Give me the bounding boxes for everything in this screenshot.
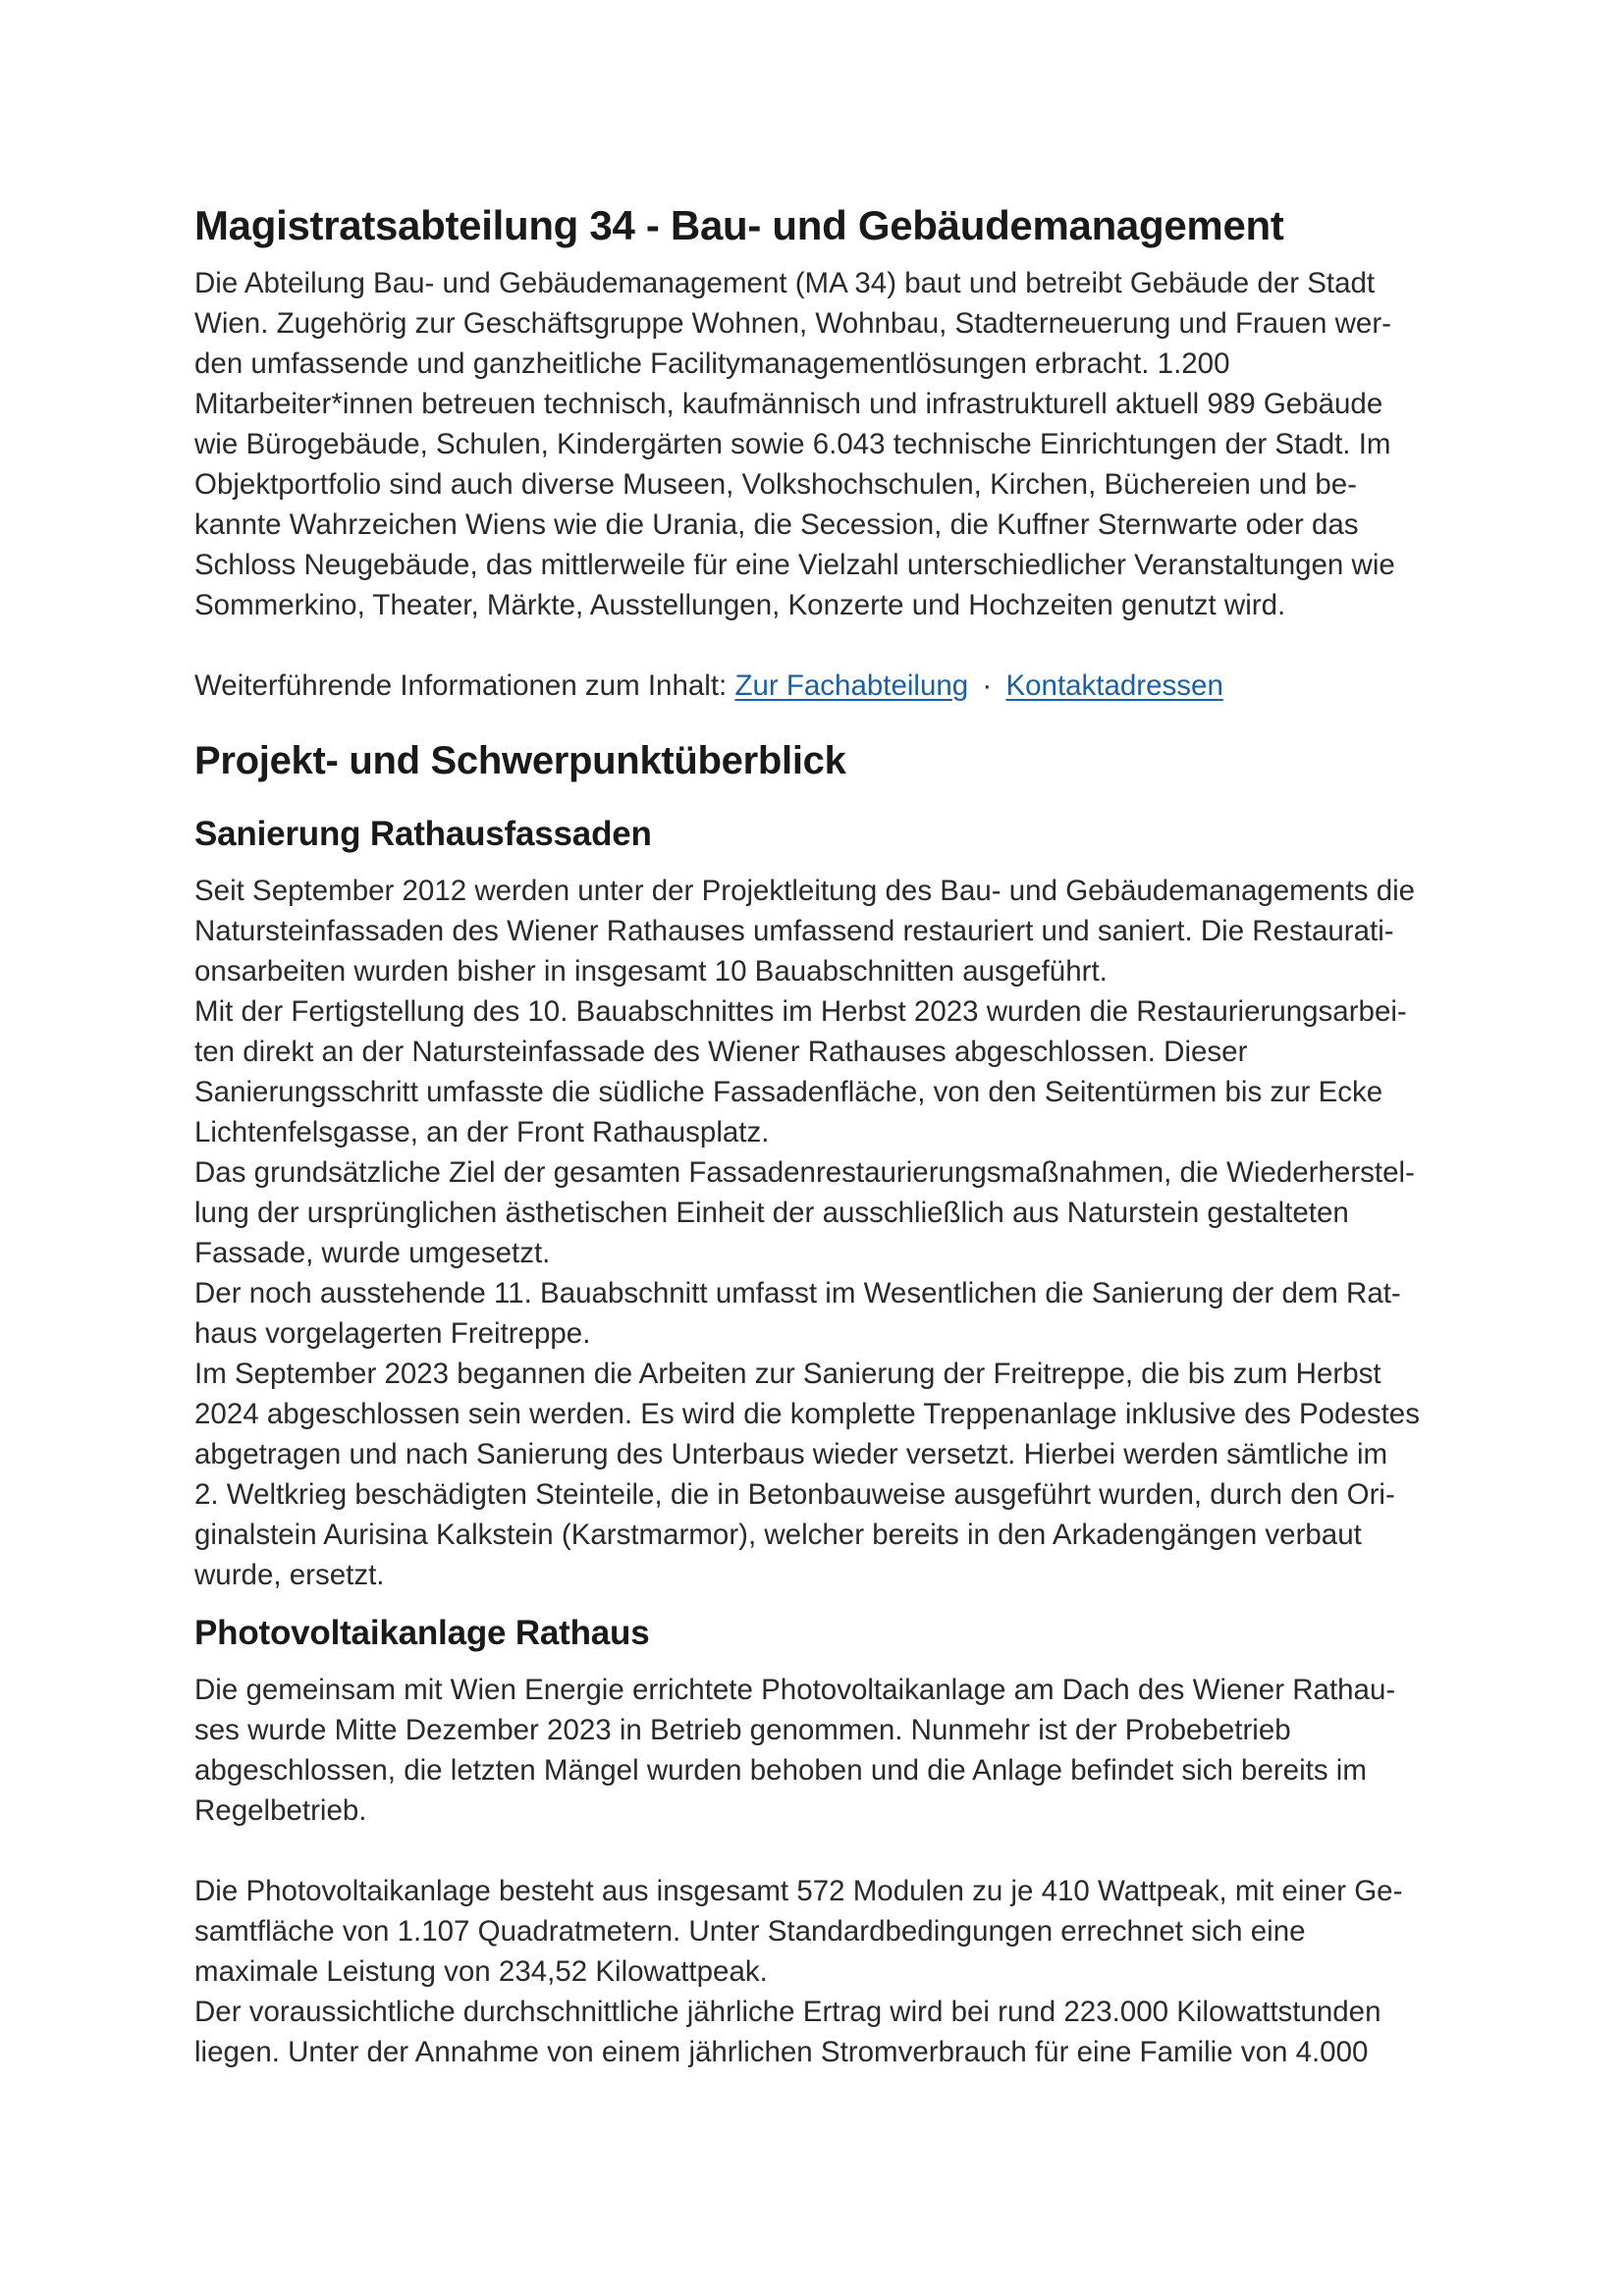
text-line: lung der ursprünglichen ästhetischen Einheit der ausschließlich aus Naturstein gestalteten [194, 1197, 1349, 1229]
text-line: ses wurde Mitte Dezember 2023 in Betrieb genommen. Nunmehr ist der Probebetrieb [194, 1714, 1291, 1746]
text-line: liegen. Unter der Annahme von einem jährlichen Stromverbrauch für eine Familie von 4.000 [194, 2036, 1369, 2068]
text-line: Objektportfolio sind auch diverse Museen, Volkshochschulen, Kirchen, Büchereien und be- [194, 468, 1357, 501]
text-line: samtfläche von 1.107 Quadratmetern. Unter Standardbedingungen errechnet sich eine [194, 1915, 1306, 1948]
more-info-line [194, 666, 1443, 706]
text-line: Der noch ausstehende 11. Bauabschnitt umfasst im Wesentlichen die Sanierung der dem Rat- [194, 1277, 1401, 1309]
page-title: Magistratsabteilung 34 - Bau- und Gebäudemanagement [194, 202, 1284, 248]
pv-paragraph-2 [194, 1871, 1443, 2072]
text-line: maximale Leistung von 234,52 Kilowattpeak. [194, 1955, 768, 1988]
text-line: Regelbetrieb. [194, 1794, 367, 1827]
text-line: Mit der Fertigstellung des 10. Bauabschnittes im Herbst 2023 wurden die Restaurierungsarbei- [194, 995, 1407, 1028]
text-line: 2024 abgeschlossen sein werden. Es wird die komplette Treppenanlage inklusive des Podestes [194, 1398, 1420, 1430]
text-line: wie Bürogebäude, Schulen, Kindergärten sowie 6.043 technische Einrichtungen der Stadt. Im [194, 428, 1391, 460]
pv-heading: Photovoltaikanlage Rathaus [194, 1614, 650, 1652]
contacts-link[interactable]: Kontaktadressen [1005, 669, 1223, 702]
text-line: Schloss Neugebäude, das mittlerweile für eine Vielzahl unterschiedlicher Veranstaltungen wie [194, 549, 1395, 581]
more-info-label: Weiterführende Informationen zum Inhalt: [194, 669, 728, 702]
text-line: ginalstein Aurisina Kalkstein (Karstmarmor), welcher bereits in den Arkadengängen verbaut [194, 1519, 1362, 1551]
text-line: Die Photovoltaikanlage besteht aus insgesamt 572 Modulen zu je 410 Wattpeak, mit einer Ge- [194, 1875, 1403, 1907]
text-line: Wien. Zugehörig zur Geschäftsgruppe Wohnen, Wohnbau, Stadterneuerung und Frauen wer- [194, 307, 1391, 340]
text-line: onsarbeiten wurden bisher in insgesamt 10 Bauabschnitten ausgeführt. [194, 955, 1108, 988]
text-line: Im September 2023 begannen die Arbeiten zur Sanierung der Freitreppe, die bis zum Herbst [194, 1358, 1381, 1390]
text-line: Fassade, wurde umgesetzt. [194, 1237, 551, 1269]
text-line: Der voraussichtliche durchschnittliche jährliche Ertrag wird bei rund 223.000 Kilowattstunden [194, 1996, 1381, 2028]
text-line: haus vorgelagerten Freitreppe. [194, 1317, 591, 1350]
text-line: Mitarbeiter*innen betreuen technisch, kaufmännisch und infrastrukturell aktuell 989 Gebäude [194, 388, 1383, 420]
text-line: Lichtenfelsgasse, an der Front Rathausplatz. [194, 1116, 770, 1148]
text-line: abgetragen und nach Sanierung des Unterbaus wieder versetzt. Hierbei werden sämtliche im [194, 1438, 1388, 1470]
text-line: Das grundsätzliche Ziel der gesamten Fassadenrestaurierungsmaßnahmen, die Wiederherstel- [194, 1156, 1415, 1189]
facade-paragraph [194, 871, 1443, 1595]
document-page [194, 196, 1443, 2072]
text-line: kannte Wahrzeichen Wiens wie die Urania, die Secession, die Kuffner Sternwarte oder das [194, 508, 1359, 541]
text-line: Die Abteilung Bau- und Gebäudemanagement (MA 34) baut und betreibt Gebäude der Stadt [194, 267, 1376, 299]
text-line: abgeschlossen, die letzten Mängel wurden behoben und die Anlage befindet sich bereits im [194, 1754, 1367, 1787]
text-line: wurde, ersetzt. [194, 1559, 385, 1591]
text-line: Natursteinfassaden des Wiener Rathauses umfassend restauriert und saniert. Die Restaurati- [194, 915, 1394, 947]
text-line: Sommerkino, Theater, Märkte, Ausstellungen, Konzerte und Hochzeiten genutzt wird. [194, 589, 1286, 621]
text-line: den umfassende und ganzheitliche Facilitymanagementlösungen erbracht. 1.200 [194, 347, 1230, 380]
department-link[interactable]: Zur Fachabteilung [734, 669, 969, 702]
text-line: Die gemeinsam mit Wien Energie errichtete Photovoltaikanlage am Dach des Wiener Rathau- [194, 1674, 1396, 1706]
text-line: 2. Weltkrieg beschädigten Steinteile, die in Betonbauweise ausgeführt wurden, durch den Ori- [194, 1478, 1395, 1511]
facade-heading: Sanierung Rathausfassaden [194, 815, 652, 853]
link-separator: · [982, 669, 993, 702]
text-line: Sanierungsschritt umfasste die südliche Fassadenfläche, von den Seitentürmen bis zur Ecke [194, 1076, 1383, 1108]
text-line: Seit September 2012 werden unter der Projektleitung des Bau- und Gebäudemanagements die [194, 875, 1416, 907]
pv-paragraph-1 [194, 1670, 1443, 1831]
text-line: ten direkt an der Natursteinfassade des Wiener Rathauses abgeschlossen. Dieser [194, 1036, 1248, 1068]
overview-heading: Projekt- und Schwerpunktüberblick [194, 739, 846, 782]
intro-paragraph [194, 263, 1443, 625]
